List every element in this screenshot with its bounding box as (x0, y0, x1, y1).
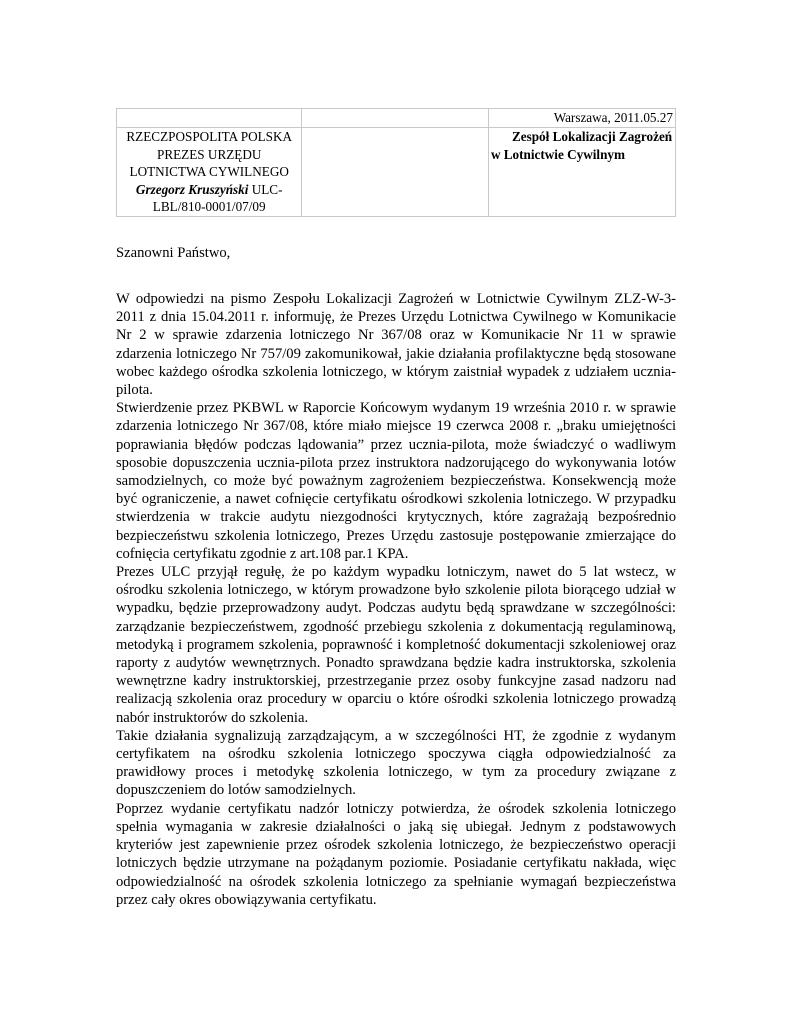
header-empty-cell (117, 109, 302, 128)
sender-name: Grzegorz Kruszyński (135, 181, 249, 197)
reference-number: ULC-LBL/810-0001/07/09 (152, 181, 283, 214)
recipient-name: Zespół Lokalizacji Zagrożeń w Lotnictwie Cywilnym (490, 129, 673, 162)
sender-block (117, 128, 302, 217)
body-paragraph: Takie działania sygnalizują zarządzającym, a w szczególności HT, że zgodnie z wydanym certyfikatem na ośrodku szkolenia lotniczego spoczywa ciągła odpowiedzialność za prawidłowy proces i metodykę szkolenia lotniczego, w tym za procedury związane z dopuszczeniem do lotów samodzielnych. (116, 727, 676, 799)
letter-body (116, 290, 676, 909)
body-paragraph: W odpowiedzi na pismo Zespołu Lokalizacji Zagrożeń w Lotnictwie Cywilnym ZLZ-W-3-2011 z dnia 15.04.2011 r. informuję, że Prezes Urzędu Lotnictwa Cywilnego w Komunikacie Nr 2 w sprawie zdarzenia lotniczego Nr 367/08 oraz w Komunikacie Nr 11 w sprawie zdarzenia lotniczego Nr 757/09 zakomunikował, jakie działania profilaktyczne będą stosowane wobec każdego ośrodka szkolenia lotniczego, w którym zaistniał wypadek z udziałem ucznia-pilota. (116, 291, 676, 399)
sender-institution: RZECZPOSPOLITA POLSKA PREZES URZĘDU LOTNICTWA CYWILNEGO (126, 129, 293, 179)
header-address-row (117, 128, 676, 217)
salutation: Szanowni Państwo, (116, 245, 231, 261)
letter-header-table (116, 108, 676, 217)
header-date-row (117, 109, 676, 128)
body-paragraph: Prezes ULC przyjął regułę, że po każdym wypadku lotniczym, nawet do 5 lat wstecz, w ośrodku szkolenia lotniczego, w którym prowadzone było szkolenie pilota biorącego udział w wypadku, będzie przeprowadzony audyt. Podczas audytu będą sprawdzane w szczególności: zarządzanie bezpieczeństwem, zgodność przebiegu szkolenia z dokumentacją regulaminową, metodyką i programem szkolenia, poprawność i kompletność dokumentacji szkoleniowej oraz raporty z audytów wewnętrznych. Ponadto sprawdzana będzie kadra instruktorska, szkolenia wewnętrzne kadry instruktorskiej, przestrzeganie przez osoby funkcyjne zasad nadzoru nad realizacją szkolenia oraz procedury w oparciu o które ośrodki szkolenia lotniczego prowadzą nabór instruktorów do szkolenia. (116, 564, 676, 726)
header-empty-cell (302, 109, 489, 128)
header-empty-cell (302, 128, 489, 217)
letter-date: Warszawa, 2011.05.27 (488, 109, 675, 128)
recipient-block (488, 128, 675, 217)
body-paragraph: Stwierdzenie przez PKBWL w Raporcie Końcowym wydanym 19 września 2010 r. w sprawie zdarzenia lotniczego Nr 367/08, które miało miejsce 19 czerwca 2008 r. „braku umiejętności poprawiania błędów podczas lądowania” przez ucznia-pilota, może świadczyć o wadliwym sposobie dopuszczenia ucznia-pilota przez instruktora nadzorującego do wykonywania lotów samodzielnych, co może być poważnym zagrożeniem bezpieczeństwa. Konsekwencją może być ograniczenie, a nawet cofnięcie certyfikatu ośrodkowi szkolenia lotniczego. W przypadku stwierdzenia w trakcie audytu niezgodności krytycznych, które zagrażają bezpośrednio bezpieczeństwu szkolenia lotniczego, Prezes Urzędu zastosuje postępowanie zmierzające do cofnięcia certyfikatu zgodnie z art.108 par.1 KPA. (116, 400, 676, 562)
body-paragraph: Poprzez wydanie certyfikatu nadzór lotniczy potwierdza, że ośrodek szkolenia lotniczego spełnia wymagania w zakresie działalności o jaką się ubiegał. Jednym z podstawowych kryteriów jest zapewnienie przez ośrodek szkolenia lotniczego, że bezpieczeństwo operacji lotniczych będzie utrzymane na pożądanym poziomie. Posiadanie certyfikatu nakłada, więc odpowiedzialność na ośrodek szkolenia lotniczego za spełnianie wymagań bezpieczeństwa przez cały okres obowiązywania certyfikatu. (116, 800, 676, 908)
